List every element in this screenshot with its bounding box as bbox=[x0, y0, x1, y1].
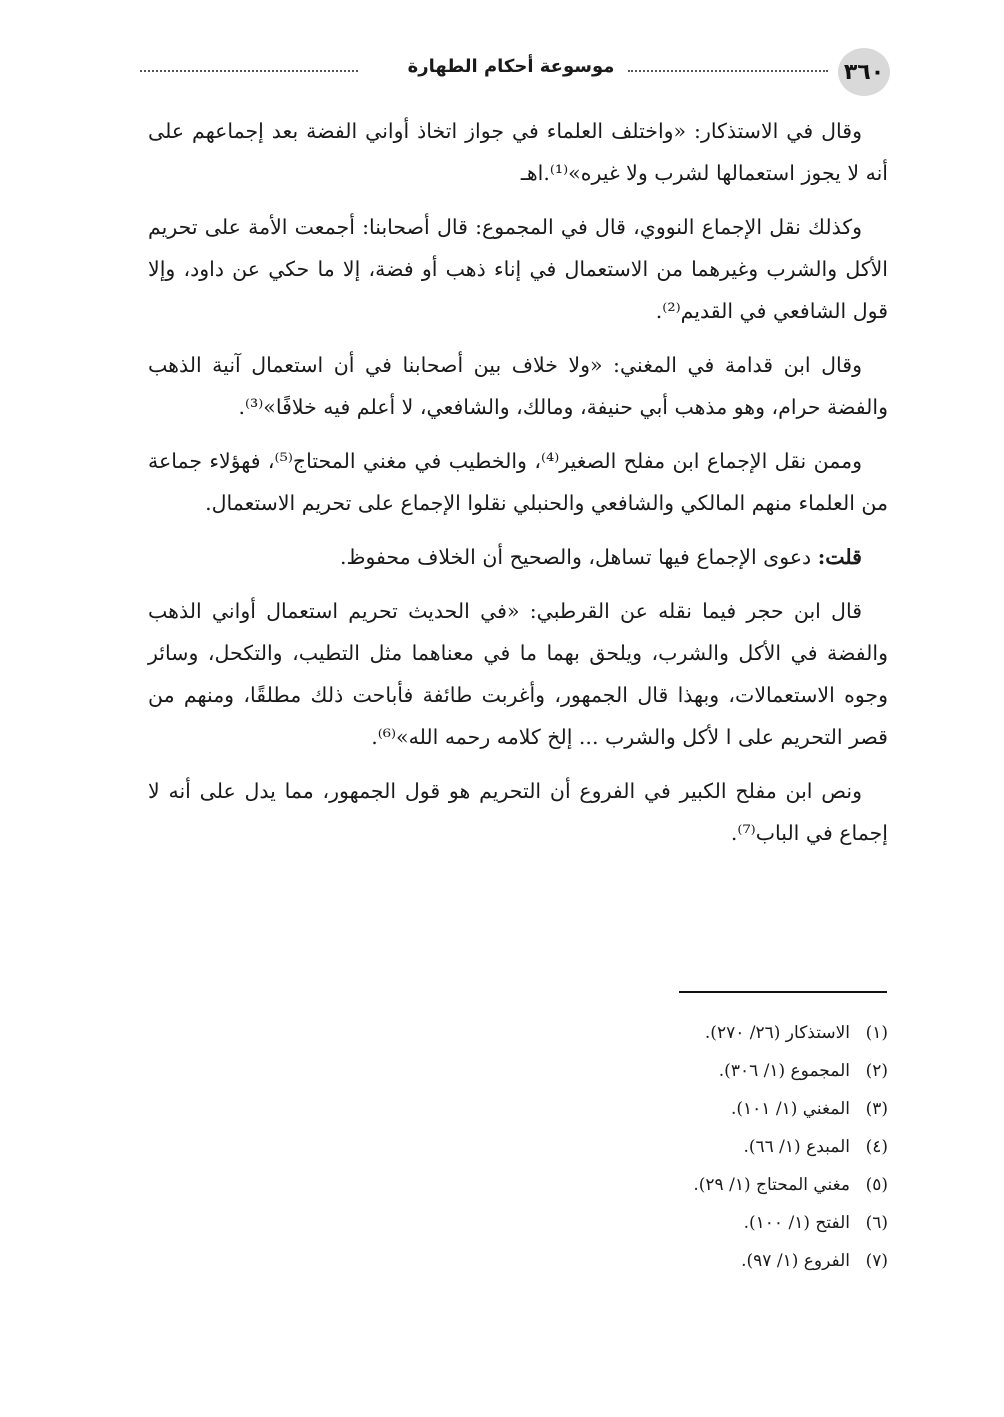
footnote-number: (٤) bbox=[865, 1137, 888, 1157]
footnote-item bbox=[148, 1090, 888, 1128]
footnote-text: الاستذكار (٢٦/ ٢٧٠). bbox=[704, 1023, 850, 1043]
footnote-text: مغني المحتاج (١/ ٢٩). bbox=[693, 1175, 850, 1195]
book-title: موسوعة أحكام الطهارة bbox=[407, 56, 615, 77]
main-text bbox=[148, 110, 888, 854]
paragraph: ونص ابن مفلح الكبير في الفروع أن التحريم هو قول الجمهور، مما يدل على أنه لا إجماع في الباب⁽⁷⁾. bbox=[148, 779, 888, 845]
footnote-text: الفتح (١/ ١٠٠). bbox=[743, 1213, 850, 1233]
footnote-item bbox=[148, 1166, 888, 1204]
page-number-badge bbox=[838, 48, 890, 96]
footnote-number: (٥) bbox=[865, 1175, 888, 1195]
footnote-item bbox=[148, 1128, 888, 1166]
header-dotted-leader-left bbox=[140, 70, 358, 72]
paragraph: وكذلك نقل الإجماع النووي، قال في المجموع: قال أصحابنا: أجمعت الأمة على تحريم الأكل والشرب وغيرهما من الاستعمال في إناء ذهب أو فضة، إلا ما حكي عن داود، وإلا قول الشافعي في القديم⁽²⁾. bbox=[148, 215, 888, 323]
footnote-item bbox=[148, 1014, 888, 1052]
footnote-text: المغني (١/ ١٠١). bbox=[730, 1099, 850, 1119]
footnote-number: (١) bbox=[865, 1023, 888, 1043]
footnote-number: (٣) bbox=[865, 1099, 888, 1119]
footnotes-list bbox=[148, 1014, 888, 1280]
paragraph: وقال ابن قدامة في المغني: «ولا خلاف بين أصحابنا في أن استعمال آنية الذهب والفضة حرام، وهو مذهب أبي حنيفة، ومالك، والشافعي، لا أعلم فيه خلافًا»⁽³⁾. bbox=[148, 353, 888, 419]
paragraph-text: دعوى الإجماع فيها تساهل، والصحيح أن الخلاف محفوظ. bbox=[339, 545, 818, 569]
paragraph: وممن نقل الإجماع ابن مفلح الصغير⁽⁴⁾، والخطيب في مغني المحتاج⁽⁵⁾، فهؤلاء جماعة من العلماء منهم المالكي والشافعي والحنبلي نقلوا الإجماع على تحريم الاستعمال. bbox=[148, 449, 888, 515]
page-number: ٣٦٠ bbox=[843, 59, 885, 85]
footnote-item bbox=[148, 1052, 888, 1090]
paragraph: وقال في الاستذكار: «واختلف العلماء في جواز اتخاذ أواني الفضة بعد إجماعهم على أنه لا يجوز استعمالها لشرب ولا غيره»⁽¹⁾.اهـ bbox=[148, 119, 888, 185]
footnote-number: (٧) bbox=[865, 1251, 888, 1271]
paragraph bbox=[148, 536, 888, 578]
footnote-number: (٢) bbox=[865, 1061, 888, 1081]
footnote-number: (٦) bbox=[865, 1213, 888, 1233]
footnote-text: المجموع (١/ ٣٠٦). bbox=[718, 1061, 850, 1081]
footnote-divider bbox=[679, 991, 887, 993]
footnote-text: المبدع (١/ ٦٦). bbox=[743, 1137, 850, 1157]
paragraph-lead: قلت: bbox=[817, 545, 862, 569]
running-header bbox=[140, 48, 890, 98]
footnote-text: الفروع (١/ ٩٧). bbox=[741, 1251, 850, 1271]
footnote-item bbox=[148, 1204, 888, 1242]
paragraph: قال ابن حجر فيما نقله عن القرطبي: «في الحديث تحريم استعمال أواني الذهب والفضة في الأكل والشرب، ويلحق بهما ما في معناهما مثل التطيب، والتكحل، وسائر وجوه الاستعمالات، وبهذا قال الجمهور، وأغربت طائفة فأباحت ذلك مطلقًا، ومنهم من قصر التحريم على ا لأكل والشرب ... إلخ كلامه رحمه الله»⁽⁶⁾. bbox=[148, 599, 888, 749]
header-dotted-leader-right bbox=[628, 70, 828, 72]
footnote-item bbox=[148, 1242, 888, 1280]
